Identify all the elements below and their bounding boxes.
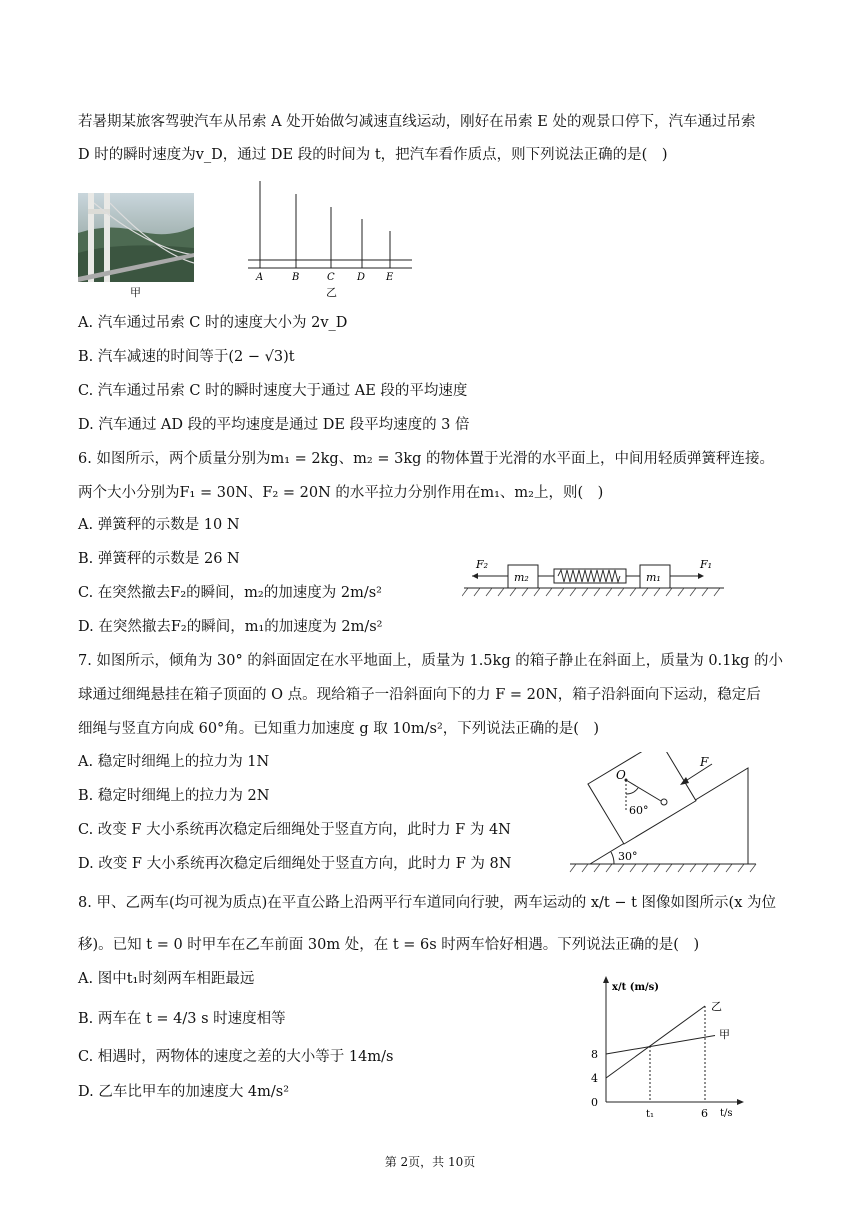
question-7-text: 球通过细绳悬挂在箱子顶面的 O 点。现给箱子一沿斜面向下的力 F = 20N，箱子沿斜面向下运动，稳定后: [78, 687, 761, 703]
y-tick: 4: [591, 1072, 598, 1085]
y-tick: 0: [591, 1096, 598, 1109]
mass-label-m1: m₁: [646, 571, 661, 584]
question-6-text: 两个大小分别为F₁ = 30N、F₂ = 20N 的水平拉力分别作用在m₁、m₂上，则( ): [78, 485, 604, 501]
q6-option-c: C. 在突然撤去F₂的瞬间，m₂的加速度为 2m/s²: [78, 585, 382, 601]
series-label-jia: 甲: [719, 1028, 730, 1041]
point-label: A: [256, 272, 264, 283]
option-c: C. 汽车通过吊索 C 时的瞬时速度大于通过 AE 段的平均速度: [78, 383, 468, 399]
question-text: D 时的瞬时速度为v_D，通过 DE 段的时间为 t，把汽车看作质点，则下列说法正确的是( ): [78, 147, 668, 163]
question-8-text: 移)。已知 t = 0 时甲车在乙车前面 30m 处，在 t = 6s 时两车恰好相遇。下列说法正确的是( ): [78, 937, 700, 953]
question-text: 若暑期某旅客驾驶汽车从吊索 A 处开始做匀减速直线运动，刚好在吊索 E 处的观景口停下，汽车通过吊索: [78, 114, 756, 130]
angle-30-label: 30°: [618, 850, 638, 863]
caption-jia: 甲: [130, 286, 141, 299]
series-label-yi: 乙: [711, 1000, 722, 1013]
q8-option-c: C. 相遇时，两物体的速度之差的大小等于 14m/s: [78, 1049, 394, 1065]
option-a: A. 汽车通过吊索 C 时的速度大小为 2v_D: [78, 315, 348, 331]
bridge-photo: [78, 193, 194, 282]
question-7-text: 细绳与竖直方向成 60°角。已知重力加速度 g 取 10m/s²，下列说法正确的是( ): [78, 721, 600, 737]
xt-graph: [582, 966, 752, 1121]
mass-label-m2: m₂: [514, 571, 529, 584]
y-tick: 8: [591, 1048, 598, 1061]
question-6-text: 6. 如图所示，两个质量分别为m₁ = 2kg、m₂ = 3kg 的物体置于光滑的水平面上，中间用轻质弹簧秤连接。: [78, 451, 774, 467]
series-line-yi: [606, 1006, 705, 1078]
point-label: D: [357, 272, 366, 283]
x-axis-label: t/s: [720, 1108, 733, 1119]
x-tick: t₁: [646, 1109, 655, 1120]
x-tick: 6: [701, 1107, 708, 1120]
q6-option-b: B. 弹簧秤的示数是 26 N: [78, 551, 240, 567]
question-8-text: 8. 甲、乙两车(均可视为质点)在平直公路上沿两平行车道同向行驶，两车运动的 x/t − t 图像如图所示(x 为位: [78, 895, 776, 911]
angle-60-label: 60°: [629, 804, 649, 817]
y-axis-label: x/t (m/s): [612, 982, 660, 993]
page-footer: 第 2页，共 10页: [384, 1155, 476, 1169]
q7-option-d: D. 改变 F 大小系统再次稳定后细绳处于竖直方向，此时力 F 为 8N: [78, 856, 512, 872]
q8-option-b: B. 两车在 t = 4/3 s 时速度相等: [78, 1011, 286, 1027]
q7-option-a: A. 稳定时细绳上的拉力为 1N: [78, 754, 270, 770]
caption-yi: 乙: [326, 286, 337, 299]
option-d: D. 汽车通过 AD 段的平均速度是通过 DE 段平均速度的 3 倍: [78, 417, 470, 433]
q8-option-d: D. 乙车比甲车的加速度大 4m/s²: [78, 1084, 290, 1100]
option-b: B. 汽车减速的时间等于(2 − √3)t: [78, 349, 295, 365]
incline-diagram: [568, 752, 758, 880]
force-label-f1: F₁: [700, 558, 713, 571]
q6-option-a: A. 弹簧秤的示数是 10 N: [78, 517, 240, 533]
q6-option-d: D. 在突然撤去F₂的瞬间，m₁的加速度为 2m/s²: [78, 619, 383, 635]
spring-diagram: [462, 555, 726, 599]
q7-option-b: B. 稳定时细绳上的拉力为 2N: [78, 788, 270, 804]
question-7-text: 7. 如图所示，倾角为 30° 的斜面固定在水平地面上，质量为 1.5kg 的箱子静止在斜面上，质量为 0.1kg 的小: [78, 653, 784, 669]
point-label: E: [386, 272, 394, 283]
point-o-label: O: [616, 768, 626, 782]
point-label: C: [327, 272, 335, 283]
cable-diagram: [244, 178, 414, 288]
force-label-f: F: [700, 755, 709, 769]
q7-option-c: C. 改变 F 大小系统再次稳定后细绳处于竖直方向，此时力 F 为 4N: [78, 822, 511, 838]
force-label-f2: F₂: [476, 558, 489, 571]
point-label: B: [292, 272, 300, 283]
q8-option-a: A. 图中t₁时刻两车相距最远: [78, 971, 255, 987]
